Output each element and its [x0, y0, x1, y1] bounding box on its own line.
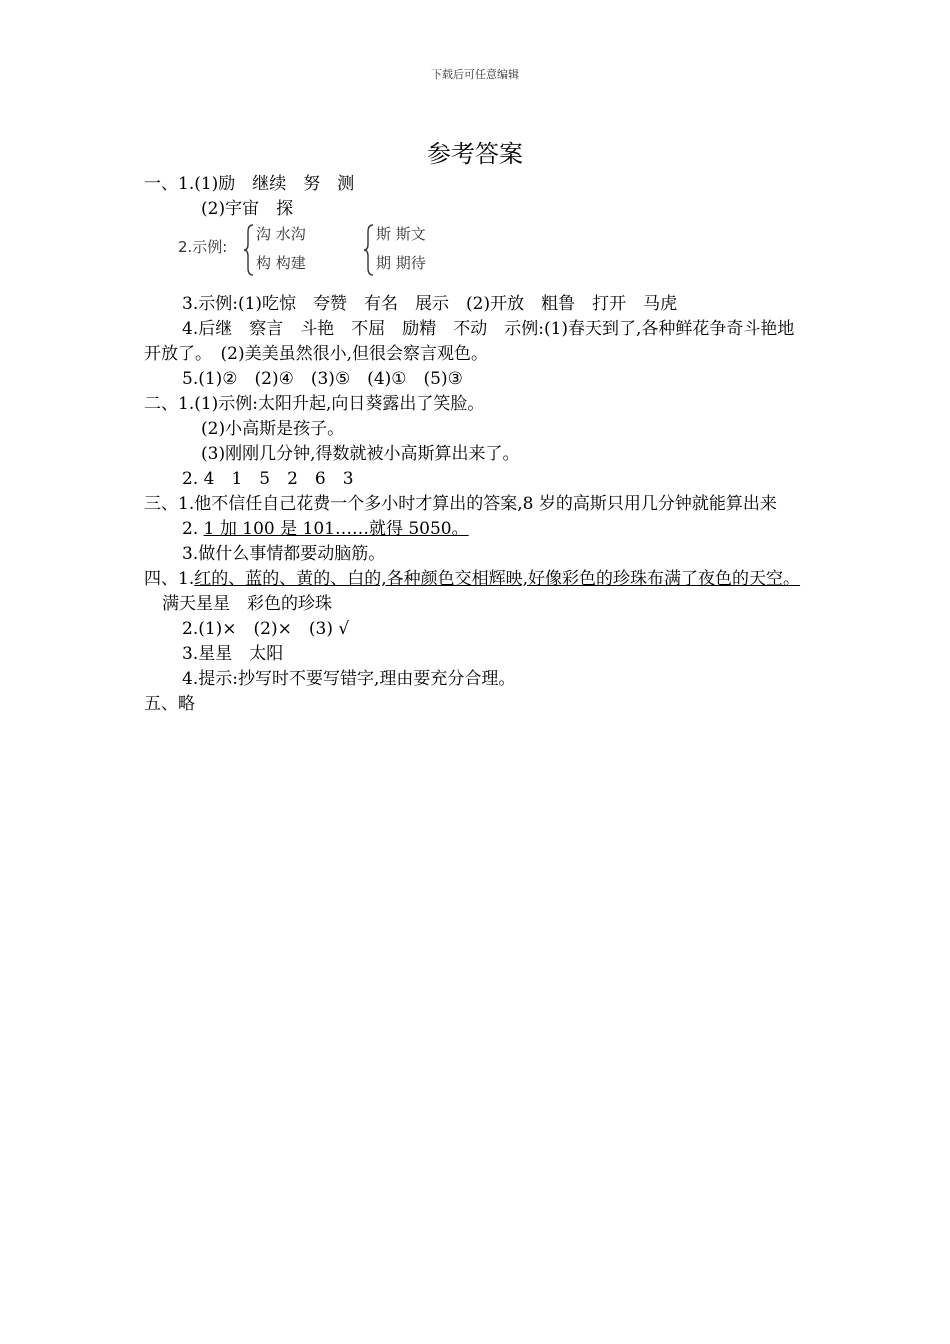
section2-line1: 二、1.(1)示例:太阳升起,向日葵露出了笑脸。: [144, 394, 485, 414]
brace-example-figure: [178, 222, 808, 292]
left-brace-icon: [364, 224, 374, 276]
answer-content: [144, 172, 808, 717]
figure-label: 2.示例:: [178, 238, 228, 256]
section1-line5: 5.(1)② (2)④ (3)⑤ (4)① (5)③: [182, 369, 463, 389]
section4-line3: 3.星星 太阳: [182, 644, 284, 664]
section4-line2: 2.(1)× (2)× (3) √: [182, 619, 350, 639]
section3-line1: 三、1.他不信任自己花费一个多小时才算出的答案,8 岁的高斯只用几分钟就能算出来: [144, 494, 777, 514]
section3-line3: 3.做什么事情都要动脑筋。: [182, 544, 386, 564]
section2-line2: (2)小高斯是孩子。: [201, 419, 345, 439]
section4-line1: [144, 567, 808, 617]
section1-line2: (2)宇宙 探: [201, 199, 294, 219]
page-title: 参考答案: [427, 140, 523, 168]
section2-line4: 2. 4 1 5 2 6 3: [182, 469, 354, 489]
figure-word-group1-bottom: 构 构建: [256, 254, 306, 272]
section4-line1-prefix: 四、1.: [144, 569, 195, 589]
left-brace-icon: [244, 224, 254, 276]
section3-line2-prefix: 2.: [182, 519, 204, 539]
section3-line2-underlined: 1 加 100 是 101……就得 5050。: [203, 519, 469, 539]
header-note: 下载后可任意编辑: [431, 68, 519, 81]
section4-line1-rest: 满天星星 彩色的珍珠: [162, 594, 332, 614]
figure-word-group1-top: 沟 水沟: [256, 225, 306, 243]
section4-line4: 4.提示:抄写时不要写错字,理由要充分合理。: [182, 669, 516, 689]
figure-word-group2-bottom: 期 期待: [376, 254, 426, 272]
section1-line1: 一、1.(1)励 继续 努 测: [144, 174, 355, 194]
section5-line1: 五、略: [144, 694, 195, 714]
section3-line2: [144, 517, 808, 542]
section4-line1-underlined: 红的、蓝的、黄的、白的,各种颜色交相辉映,好像彩色的珍珠布满了夜色的天空。: [194, 569, 801, 589]
section1-line3: 3.示例:(1)吃惊 夸赞 有名 展示 (2)开放 粗鲁 打开 马虎: [182, 294, 678, 314]
section2-line3: (3)刚刚几分钟,得数就被小高斯算出来了。: [201, 444, 520, 464]
section1-line4: 4.后继 察言 斗艳 不屈 励精 不动 示例:(1)春天到了,各种鲜花争奇斗艳地开放了。 (2)美美虽然很小,但很会察言观色。: [144, 319, 795, 364]
figure-word-group2-top: 斯 斯文: [376, 225, 426, 243]
